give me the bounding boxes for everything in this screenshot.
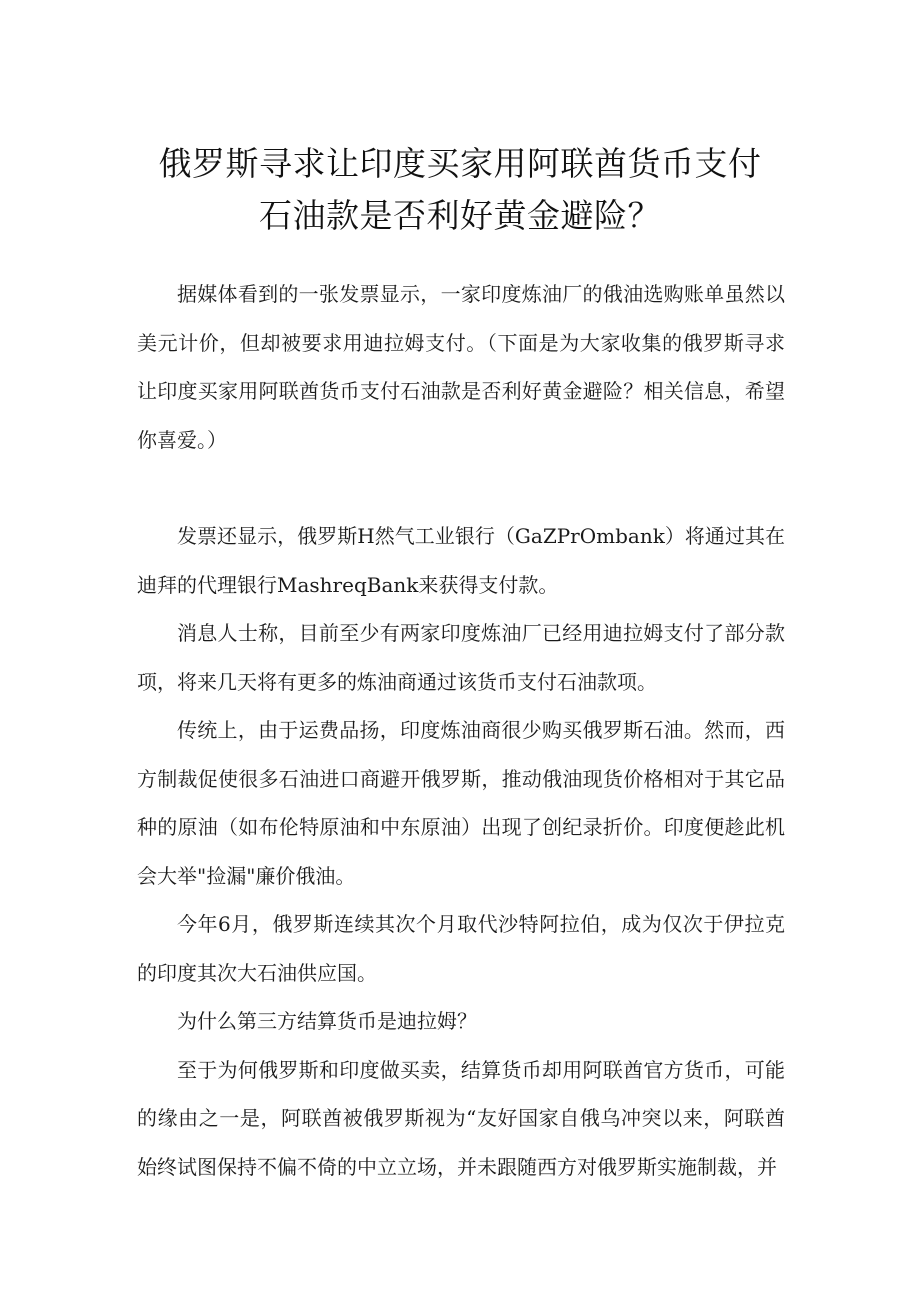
paragraph-subheading: 为什么第三方结算货币是迪拉姆？ <box>177 1009 477 1033</box>
paragraph-invoice: 发票还显示，俄罗斯H然气工业银行（GaZPrOmbank）将通过其在迪拜的代理银行MashreqBank来获得支付款。 <box>137 524 785 597</box>
paragraph-reason: 至于为何俄罗斯和印度做买卖，结算货币却用阿联酋官方货币，可能的缘由之一是，阿联酋被俄罗斯视为“友好国家自俄乌冲突以来，阿联酋始终试图保持不偏不倚的中立立场，并未跟随西方对俄罗斯实施制裁，并 <box>137 1057 785 1179</box>
article-body <box>137 270 785 1191</box>
paragraph-gap <box>137 464 785 512</box>
title-line-2: 石油款是否利好黄金避险？ <box>259 196 661 235</box>
paragraph-intro: 据媒体看到的一张发票显示，一家印度炼油厂的俄油选购账单虽然以美元计价，但却被要求用迪拉姆支付。（下面是为大家收集的俄罗斯寻求让印度买家用阿联酋货币支付石油款是否利好黄金避险？相关信息，希望你喜爱。） <box>137 282 785 452</box>
article-title <box>120 138 800 242</box>
paragraph-sources: 消息人士称，目前至少有两家印度炼油厂已经用迪拉姆支付了部分款项，将来几天将有更多的炼油商通过该货币支付石油款项。 <box>137 621 785 694</box>
paragraph-june: 今年6月，俄罗斯连续其次个月取代沙特阿拉伯，成为仅次于伊拉克的印度其次大石油供应国。 <box>137 912 785 985</box>
title-line-1: 俄罗斯寻求让印度买家用阿联酋货币支付 <box>158 144 762 183</box>
paragraph-tradition: 传统上，由于运费品扬，印度炼油商很少购买俄罗斯石油。然而，西方制裁促使很多石油进口商避开俄罗斯，推动俄油现货价格相对于其它品种的原油（如布伦特原油和中东原油）出现了创纪录折价。印度便趁此机会大举"捡漏"廉价俄油。 <box>137 718 785 888</box>
